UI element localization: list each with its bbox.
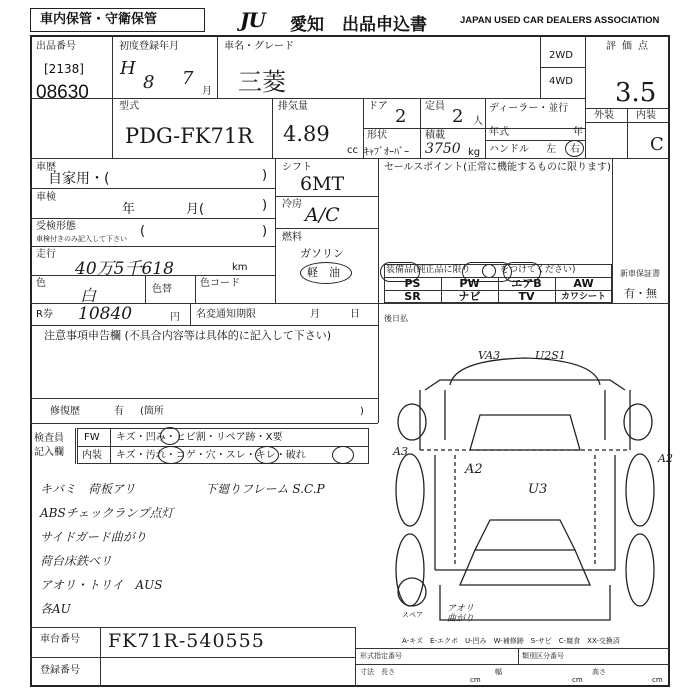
divider xyxy=(275,228,378,229)
rear-seat-label: 後日払 xyxy=(384,314,408,323)
divider xyxy=(30,218,275,219)
org-name: 愛知 xyxy=(290,15,324,35)
repair-label: 修復歴 xyxy=(50,406,80,417)
handwritten-note: サイドガード曲がり xyxy=(40,530,147,544)
diagram-mark-u2s1: U2S1 xyxy=(535,349,566,362)
divider xyxy=(30,657,355,658)
equipment-item: PW xyxy=(459,277,480,290)
model-label: 型式 xyxy=(119,101,139,112)
equipment-item: エアB xyxy=(511,277,542,290)
divider xyxy=(518,648,519,664)
spec-class-label: 類別区分番号 xyxy=(522,652,564,660)
recycle-label: R券 xyxy=(36,309,53,320)
divider xyxy=(30,246,275,247)
divider xyxy=(30,98,585,99)
inspector-row1-label: FW xyxy=(84,432,100,443)
divider xyxy=(30,325,378,326)
inspector-row2: キズ・汚れ・コゲ・穴・スレ・キレ・破れ xyxy=(116,450,306,461)
divider xyxy=(30,423,378,424)
equipment-label-2: をつけてください) xyxy=(500,265,576,275)
ju-logo: JU xyxy=(240,8,265,32)
lot-code: [2138] xyxy=(44,62,84,76)
divider xyxy=(585,35,586,158)
handle-right: 右 xyxy=(570,144,580,155)
rating-value: 3.5 xyxy=(615,78,657,108)
divider xyxy=(195,275,196,303)
receive-paren: ( xyxy=(140,224,146,239)
spec-width-label: 幅 xyxy=(495,668,502,676)
divider xyxy=(30,627,355,628)
handwritten-note: 各AU xyxy=(40,602,71,616)
divider xyxy=(612,158,613,303)
inspector-circle xyxy=(255,446,279,464)
color-code-label: 色コード xyxy=(200,278,240,289)
spec-length-label: 寸法 長さ xyxy=(360,668,395,676)
diagram-mark-aori: アオリ曲がり xyxy=(447,604,475,624)
divider xyxy=(217,35,218,98)
diagram-mark-a3: A3 xyxy=(393,445,408,458)
divider xyxy=(363,128,585,129)
equipment-item: PS xyxy=(404,277,421,290)
diagram-mark-a2-left: A2 xyxy=(465,462,483,477)
car-name-value: 三菱 xyxy=(238,68,286,96)
divider xyxy=(30,158,670,159)
cooler-value: A/C xyxy=(305,204,340,226)
handwritten-note: 荷台床鉄ベリ xyxy=(40,554,113,568)
divider xyxy=(355,648,670,649)
reg-number-label: 登録番号 xyxy=(40,665,80,676)
sales-point-label: セールスポイント(正常に機能するものに限ります) xyxy=(384,162,611,173)
registration-label: 初度登録年月 xyxy=(119,41,179,52)
shape-label: 形状 xyxy=(367,130,387,141)
notes-label: 注意事項申告欄 (不具合内容等は具体的に記入して下さい) xyxy=(44,329,332,342)
repair-close: ) xyxy=(360,406,364,417)
inspection-month: 月( xyxy=(186,202,205,217)
doors-value: 2 xyxy=(395,106,407,127)
cab-outline xyxy=(450,358,600,385)
dealer-year-label: 年式 xyxy=(489,127,509,138)
form-title: 出品申込書 xyxy=(342,15,427,35)
divider xyxy=(75,428,76,464)
divider xyxy=(77,446,369,447)
divider xyxy=(30,398,378,399)
divider xyxy=(275,158,276,303)
inspector-row2-label: 内装 xyxy=(82,450,102,461)
drive-4wd: 4WD xyxy=(549,76,573,87)
load-unit: kg xyxy=(468,147,481,158)
equipment-ps-circle xyxy=(380,262,420,282)
name-change-day: 日 xyxy=(350,309,360,320)
divider xyxy=(100,627,101,687)
repair-place: (箇所 xyxy=(140,406,164,417)
divider xyxy=(355,664,670,665)
handle-right-circle xyxy=(565,140,584,157)
rating-label: 評価点 xyxy=(606,41,654,52)
divider xyxy=(275,196,378,197)
mileage-label: 走行 xyxy=(36,249,56,260)
handwritten-note: アオリ・トリイ AUS xyxy=(40,578,163,592)
rating-exterior-label: 外装 xyxy=(594,110,614,121)
inspector-label: 検査員 記入欄 xyxy=(34,433,64,458)
displacement-unit: cc xyxy=(347,145,358,156)
mileage-value: 40万5千618 xyxy=(75,259,174,279)
fuel-gasoline: ガソリン xyxy=(300,247,344,260)
equipment-item: ナビ xyxy=(458,290,481,303)
vehicle-diagram xyxy=(380,330,670,630)
equipment-label: 装備品(純正品に限り xyxy=(386,265,471,275)
chassis-value: FK71R-540555 xyxy=(108,630,265,652)
equipment-item: SR xyxy=(404,290,421,303)
color-value: 白 xyxy=(80,286,97,305)
receive-note: 車検付きのみ記入して下さい xyxy=(36,235,127,243)
car-name-label: 車名・グレード xyxy=(224,41,294,52)
divider xyxy=(378,303,379,423)
diagram-mark-va3: VA3 xyxy=(478,349,501,362)
shift-value: 6MT xyxy=(300,173,345,195)
recycle-unit: 円 xyxy=(170,312,180,323)
receive-close: ) xyxy=(262,224,268,239)
shift-label: シフト xyxy=(282,162,312,173)
model-value: PDG-FK71R xyxy=(125,124,254,148)
lot-label: 出品番号 xyxy=(36,41,76,52)
name-change-label: 名変通知期限 xyxy=(196,309,256,320)
divider xyxy=(110,428,111,464)
divider xyxy=(190,303,191,325)
divider xyxy=(145,275,146,303)
mileage-unit: km xyxy=(232,262,248,273)
fuel-diesel-circle xyxy=(300,262,352,284)
divider xyxy=(355,627,356,687)
diagram-mark-u3: U3 xyxy=(528,482,548,497)
load-label: 積載 xyxy=(425,130,445,141)
receive-label: 受検形態 xyxy=(36,221,76,232)
equipment-item: カワシート xyxy=(560,292,606,302)
capacity-label: 定員 xyxy=(425,101,445,112)
handwritten-note: ABSチェックランプ点灯 xyxy=(40,506,174,520)
spec-length-unit: cm xyxy=(470,676,481,684)
spec-form-label: 形式指定番号 xyxy=(360,652,402,660)
warranty-value: 有・無 xyxy=(624,287,657,300)
rating-interior-label: 内装 xyxy=(636,110,656,121)
drive-2wd: 2WD xyxy=(549,50,573,61)
capacity-value: 2 xyxy=(452,106,464,127)
divider xyxy=(627,108,628,158)
lot-number: 08630 xyxy=(36,82,89,103)
name-change-month: 月 xyxy=(310,309,320,320)
damage-legend: A-キズ E-エクボ U-凹み W-補修跡 S-サビ C-腐食 XX-交換済 xyxy=(402,637,620,645)
inspector-circle xyxy=(160,427,180,445)
handle-label: ハンドル xyxy=(489,144,529,155)
recycle-value: 10840 xyxy=(78,304,133,324)
handle-left: 左 xyxy=(546,144,556,155)
repair-value: 有 xyxy=(114,406,124,417)
equipment-item: AW xyxy=(573,277,594,290)
inspection-close: ) xyxy=(262,198,268,213)
registration-era: H xyxy=(120,58,136,79)
registration-month: 7 xyxy=(182,68,194,89)
history-value: 自家用・( xyxy=(48,171,110,187)
divider xyxy=(378,158,379,303)
dealer-year-unit: 年 xyxy=(573,127,583,138)
dealer-label: ディーラー・並行 xyxy=(489,103,569,114)
fuel-label: 燃料 xyxy=(282,232,302,243)
cooler-label: 冷房 xyxy=(282,199,302,210)
registration-year: 8 xyxy=(143,72,155,93)
inspector-circle xyxy=(332,446,354,464)
history-close: ) xyxy=(262,168,268,183)
registration-month-unit: 月 xyxy=(202,86,212,97)
spec-width-unit: cm xyxy=(572,676,583,684)
equipment-airbag-circle xyxy=(503,262,541,282)
divider xyxy=(272,98,273,158)
diagram-mark-a2-right: A2 xyxy=(658,452,673,465)
inspection-year: 年 xyxy=(122,202,136,217)
history-label: 車歴 xyxy=(36,162,56,173)
displacement-value: 4.89 xyxy=(283,122,330,146)
handwritten-note: キバミ 荷板アリ xyxy=(40,482,136,496)
storage-note: 車内保管・守衛保管 xyxy=(40,12,158,27)
spec-height-unit: cm xyxy=(652,676,663,684)
spec-height-label: 高さ xyxy=(592,668,606,676)
equipment-item: TV xyxy=(518,290,535,303)
inspector-circle xyxy=(158,446,184,464)
displacement-label: 排気量 xyxy=(278,101,308,112)
doors-label: ドア xyxy=(368,101,388,112)
chassis-label: 車台番号 xyxy=(40,634,80,645)
inspection-label: 車検 xyxy=(36,192,56,203)
spare-label: スペア xyxy=(402,611,423,619)
rating-interior-value: C xyxy=(650,134,664,155)
divider xyxy=(540,67,585,68)
divider xyxy=(112,35,113,158)
shape-value: ｷｬﾌﾞｵｰﾊﾞｰ xyxy=(364,147,409,158)
color-change-label: 色替 xyxy=(152,284,172,295)
capacity-unit: 人 xyxy=(473,116,483,127)
fuel-diesel: 軽 油 xyxy=(307,266,340,279)
color-label: 色 xyxy=(36,278,46,289)
association-name: JAPAN USED CAR DEALERS ASSOCIATION xyxy=(460,15,660,26)
handwritten-note: 下廻りフレーム S.C.P xyxy=(205,482,325,496)
inspector-row1: キズ・凹み・ヒビ割・リペア跡・X要 xyxy=(116,432,283,443)
load-value: 3750 xyxy=(425,141,461,157)
divider xyxy=(30,188,275,189)
warranty-label: 新車保証書 xyxy=(620,269,660,278)
